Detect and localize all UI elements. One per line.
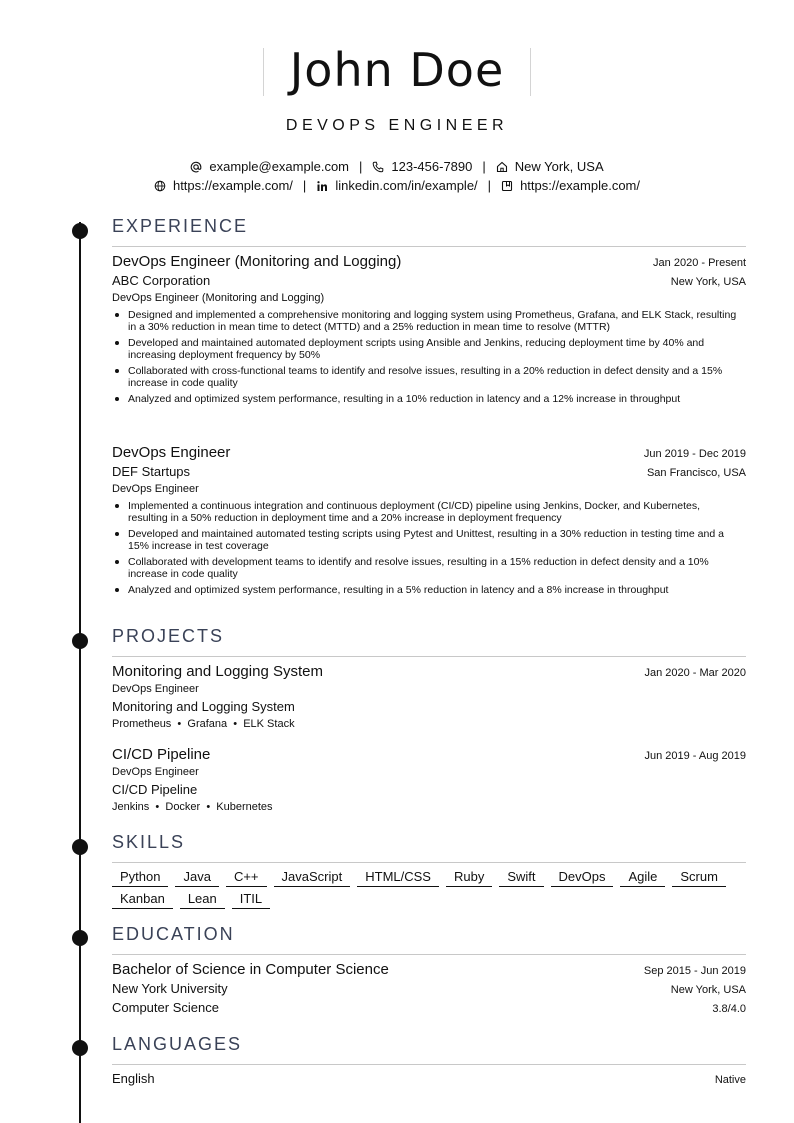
list-item: Designed and implemented a comprehensive monitoring and logging system using Prometheus, Grafana, and ELK Stack, resulting in a 30% reduction in mean time to detect (MTTD) and a 25% reduction in mean time to resolve (MTTR) bbox=[112, 309, 738, 333]
timeline-line bbox=[79, 222, 81, 1123]
phone-icon bbox=[372, 161, 384, 173]
skill-tag: HTML/CSS bbox=[357, 869, 439, 887]
list-item: Developed and maintained automated deployment scripts using Ansible and Jenkins, reducing deployment time by 40% and increasing deployment frequency by 50% bbox=[112, 337, 738, 361]
list-item: Collaborated with cross-functional teams to identify and resolve issues, resulting in a 20% reduction in defect density and a 15% increase in code quality bbox=[112, 365, 738, 389]
location-text: New York, USA bbox=[514, 159, 604, 174]
skills-tags bbox=[112, 869, 746, 909]
language-level: Native bbox=[714, 1074, 746, 1086]
degree-name: Bachelor of Science in Computer Science bbox=[112, 961, 389, 978]
contact-portfolio[interactable] bbox=[501, 178, 640, 193]
skill-tag: Scrum bbox=[672, 869, 726, 887]
home-icon bbox=[496, 161, 508, 173]
project-name: CI/CD Pipeline bbox=[112, 746, 211, 763]
list-item: Collaborated with development teams to identify and resolve issues, resulting in a 15% reduction in defect density and a 10% increase in code quality bbox=[112, 556, 738, 580]
section-title-projects: PROJECTS bbox=[112, 626, 225, 646]
list-item: Analyzed and optimized system performance, resulting in a 5% reduction in latency and a 8% increase in throughput bbox=[112, 584, 738, 596]
linkedin-icon bbox=[316, 180, 328, 192]
timeline-dot bbox=[72, 839, 88, 855]
list-item: Developed and maintained automated testing scripts using Pytest and Unittest, resulting in a 30% reduction in testing time and a 15% increase in test coverage bbox=[112, 528, 738, 552]
at-icon bbox=[190, 161, 202, 173]
timeline-dot bbox=[72, 930, 88, 946]
separator: | bbox=[482, 159, 486, 174]
field-of-study: Computer Science bbox=[112, 1000, 219, 1015]
skill-tag: ITIL bbox=[232, 891, 270, 909]
contact-line-2 bbox=[0, 178, 794, 193]
separator: | bbox=[302, 178, 307, 193]
experience-2-bullets bbox=[112, 500, 738, 600]
section-title-education: EDUCATION bbox=[112, 924, 235, 944]
skill-tag: Agile bbox=[620, 869, 665, 887]
timeline-dot bbox=[72, 223, 88, 239]
experience-1-bullets bbox=[112, 309, 738, 409]
separator: | bbox=[359, 159, 363, 174]
list-item: Analyzed and optimized system performance, resulting in a 10% reduction in latency and a 12% increase in throughput bbox=[112, 393, 738, 405]
project-dates: Jan 2020 - Mar 2020 bbox=[644, 667, 746, 679]
section-divider bbox=[112, 862, 746, 863]
candidate-name: John Doe bbox=[289, 43, 505, 97]
experience-entry-1-header bbox=[112, 253, 746, 270]
gpa: 3.8/4.0 bbox=[712, 1003, 746, 1015]
skill-tag: Python bbox=[112, 869, 168, 887]
section-divider bbox=[112, 656, 746, 657]
project-role: DevOps Engineer bbox=[112, 683, 199, 695]
job-location: New York, USA bbox=[670, 276, 746, 288]
job-location: San Francisco, USA bbox=[646, 467, 746, 479]
contact-linkedin[interactable] bbox=[316, 178, 477, 193]
project-1-header bbox=[112, 663, 746, 680]
portfolio-text: https://example.com/ bbox=[520, 178, 641, 193]
section-divider bbox=[112, 954, 746, 955]
project-2-header bbox=[112, 746, 746, 763]
section-divider bbox=[112, 1064, 746, 1065]
skill-tag: DevOps bbox=[551, 869, 614, 887]
section-title-experience: EXPERIENCE bbox=[112, 216, 249, 236]
project-tech: Prometheus • Grafana • ELK Stack bbox=[112, 718, 295, 730]
skill-tag: Java bbox=[175, 869, 218, 887]
job-title: DEVOPS ENGINEER bbox=[285, 117, 509, 134]
skill-tag: Swift bbox=[499, 869, 543, 887]
globe-icon bbox=[154, 180, 166, 192]
section-title-skills: SKILLS bbox=[112, 832, 186, 852]
education-header bbox=[112, 961, 746, 978]
separator: | bbox=[487, 178, 492, 193]
education-school-row bbox=[112, 981, 746, 996]
experience-entry-1-company bbox=[112, 273, 746, 288]
job-dates: Jun 2019 - Dec 2019 bbox=[643, 448, 746, 460]
job-subtitle: DevOps Engineer (Monitoring and Logging) bbox=[112, 292, 325, 304]
website-text: https://example.com/ bbox=[172, 178, 293, 193]
job-subtitle: DevOps Engineer bbox=[112, 483, 199, 495]
education-dates: Sep 2015 - Jun 2019 bbox=[643, 965, 746, 977]
project-title: Monitoring and Logging System bbox=[112, 699, 295, 714]
skill-tag: JavaScript bbox=[274, 869, 351, 887]
timeline-dot bbox=[72, 1040, 88, 1056]
experience-entry-2-header bbox=[112, 444, 746, 461]
bookmark-icon bbox=[501, 180, 513, 192]
section-title-languages: LANGUAGES bbox=[112, 1034, 243, 1054]
job-dates: Jan 2020 - Present bbox=[653, 257, 746, 269]
skill-tag: Ruby bbox=[446, 869, 492, 887]
section-divider bbox=[112, 246, 746, 247]
contact-email[interactable] bbox=[190, 159, 349, 174]
contact-location bbox=[496, 159, 604, 174]
project-dates: Jun 2019 - Aug 2019 bbox=[644, 750, 746, 762]
skill-tag: Lean bbox=[180, 891, 225, 909]
contact-website[interactable] bbox=[154, 178, 293, 193]
job-role: DevOps Engineer bbox=[112, 444, 231, 461]
linkedin-text: linkedin.com/in/example/ bbox=[335, 178, 478, 193]
skill-tag: C++ bbox=[226, 869, 267, 887]
project-title: CI/CD Pipeline bbox=[112, 782, 198, 797]
project-name: Monitoring and Logging System bbox=[112, 663, 323, 680]
contact-phone[interactable] bbox=[372, 159, 472, 174]
email-text: example@example.com bbox=[209, 159, 350, 174]
education-field-row bbox=[112, 1000, 746, 1015]
school-name: New York University bbox=[112, 981, 228, 996]
timeline-dot bbox=[72, 633, 88, 649]
phone-text: 123-456-7890 bbox=[391, 159, 473, 174]
company-name: ABC Corporation bbox=[112, 273, 211, 288]
list-item: Implemented a continuous integration and continuous deployment (CI/CD) pipeline using Jenkins, Docker, and Kubernetes, resulting in a 50% reduction in deployment time and a 20% increase in deployment frequency bbox=[112, 500, 738, 524]
experience-entry-2-company bbox=[112, 464, 746, 479]
project-role: DevOps Engineer bbox=[112, 766, 199, 778]
company-name: DEF Startups bbox=[112, 464, 191, 479]
language-row bbox=[112, 1071, 746, 1086]
name-frame bbox=[263, 43, 531, 97]
skill-tag: Kanban bbox=[112, 891, 173, 909]
project-tech: Jenkins • Docker • Kubernetes bbox=[112, 801, 273, 813]
job-role: DevOps Engineer (Monitoring and Logging) bbox=[112, 253, 402, 270]
school-location: New York, USA bbox=[670, 984, 746, 996]
contact-line-1 bbox=[0, 159, 794, 174]
language-name: English bbox=[112, 1071, 155, 1086]
